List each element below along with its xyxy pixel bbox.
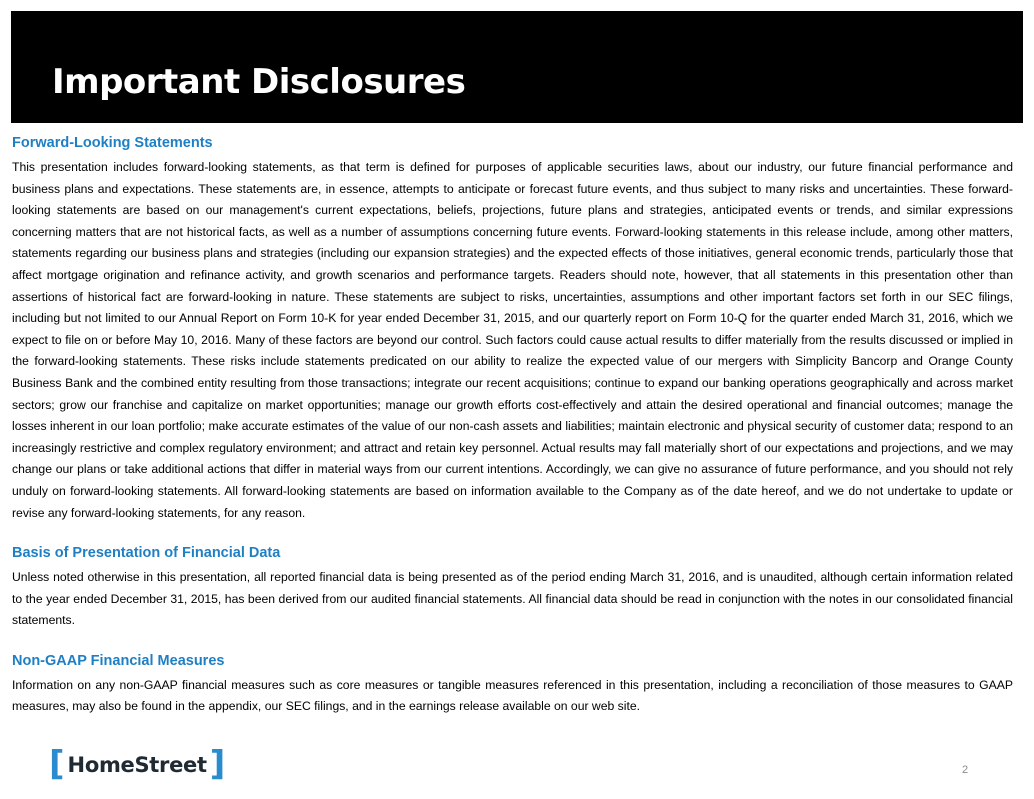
section-spacer (12, 524, 1013, 543)
forward-looking-statements-heading: Forward-Looking Statements (12, 135, 213, 151)
basis-of-presentation-body: Unless noted otherwise in this presentation, all reported financial data is being presented as of the period ending March 31, 2016, and is unaudited, although certain information related to the year ended December 31, 2015, has been derived from our audited financial statements. All financial data should be read in conjunction with the notes in our consolidated financial statements. (12, 570, 1013, 628)
basis-of-presentation-heading: Basis of Presentation of Financial Data (12, 545, 281, 562)
page-title: Important Disclosures (52, 62, 466, 102)
section-spacer (12, 632, 1013, 651)
logo-close-bracket: ] (209, 744, 226, 784)
logo-wordmark: HomeStreet (67, 753, 207, 777)
forward-looking-statements-body: This presentation includes forward-looking statements, as that term is defined for purposes of applicable securities laws, about our industry, our future financial performance and business plans and expectations. These statements are, in essence, attempts to anticipate or forecast future events, and thus subject to many risks and uncertainties. These forward-looking statements are based on our management's current expectations, beliefs, projections, future plans and strategies, anticipated events or trends, and similar expressions concerning matters that are not historical facts, as well as a number of assumptions concerning future events. Forward-looking statements in this release include, among other matters, statements regarding our business plans and strategies (including our expansion strategies) and the expected effects of those initiatives, general economic trends, particularly those that affect mortgage origination and refinance activity, and growth scenarios and performance targets. Readers should note, however, that all statements in this presentation other than assertions of historical fact are forward-looking in nature. These statements are subject to risks, uncertainties, assumptions and other important factors set forth in our SEC filings, including but not limited to our Annual Report on Form 10-K for year ended December 31, 2015, and our quarterly report on Form 10-Q for the quarter ended March 31, 2016, which we expect to file on or before May 10, 2016. Many of these factors are beyond our control. Such factors could cause actual results to differ materially from the results discussed or implied in the forward-looking statements. These risks include statements predicated on our ability to realize the expected value of our mergers with Simplicity Bancorp and Orange County Business Bank and the combined entity resulting from those transactions; integrate our recent acquisitions; continue to expand our banking operations geographically and across market sectors; grow our franchise and capitalize on market opportunities; manage our growth efforts cost-effectively and attain the desired operational and financial outcomes; manage the losses inherent in our loan portfolio; make accurate estimates of the value of our non-cash assets and liabilities; maintain electronic and physical security of customer data; respond to an increasingly restrictive and complex regulatory environment; and attract and retain key personnel. Actual results may fall materially short of our expectations and projections, and we may change our plans or take additional actions that differ in material ways from our current intentions. Accordingly, we can give no assurance of future performance, and you should not rely unduly on forward-looking statements. All forward-looking statements are based on information available to the Company as of the date hereof, and we do not undertake to update or revise any forward-looking statements, for any reason. (12, 160, 1013, 520)
forward-looking-statements-section (12, 133, 1013, 524)
logo-open-bracket: [ (49, 744, 65, 784)
non-gaap-heading: Non-GAAP Financial Measures (12, 652, 225, 669)
basis-of-presentation-section (12, 543, 1013, 632)
disclosures-content (12, 133, 1013, 718)
non-gaap-section (12, 651, 1013, 718)
homestreet-logo (49, 744, 226, 784)
non-gaap-body: Information on any non-GAAP financial measures such as core measures or tangible measures referenced in this presentation, including a reconciliation of those measures to GAAP measures, may also be found in the appendix, our SEC filings, and in the earnings release available on our web site. (12, 677, 1013, 714)
page-number: 2 (962, 764, 969, 776)
